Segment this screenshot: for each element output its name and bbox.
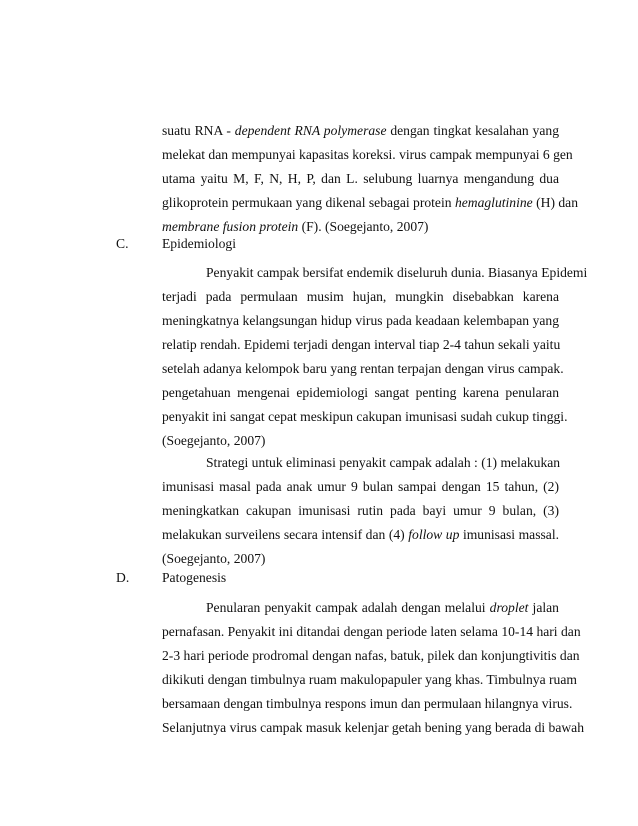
text-line: (Soegejanto, 2007) <box>162 551 266 566</box>
text-line: relatip rendah. Epidemi terjadi dengan interval tiap 2-4 tahun sekali yaitu <box>162 337 561 352</box>
text-line: Strategi untuk eliminasi penyakit campak adalah : (1) melakukan <box>206 455 561 470</box>
section-heading-d <box>116 566 226 590</box>
section-letter: D. <box>116 570 130 585</box>
text-line: (Soegejanto, 2007) <box>162 433 266 448</box>
section-heading-c <box>116 232 236 256</box>
epidemiologi-paragraph-2 <box>162 451 559 571</box>
text-line: pernafasan. Penyakit ini ditandai dengan periode laten selama 10-14 hari dan <box>162 624 581 639</box>
text-line: suatu RNA - dependent RNA polymerase dengan tingkat kesalahan yang <box>162 123 559 138</box>
section-title: Epidemiologi <box>162 236 237 251</box>
section-letter: C. <box>116 236 129 251</box>
text-line: melakukan surveilens secara intensif dan (4) follow up imunisasi massal. <box>162 527 559 542</box>
section-title: Patogenesis <box>162 570 227 585</box>
text-line: setelah adanya kelompok baru yang rentan terpajan dengan virus campak. <box>162 361 564 376</box>
text-line: Penularan penyakit campak adalah dengan melalui droplet jalan <box>206 600 559 615</box>
intro-paragraph <box>162 119 579 239</box>
text-line: penyakit ini sangat cepat meskipun cakupan imunisasi sudah cukup tinggi. <box>162 409 568 424</box>
text-line: imunisasi masal pada anak umur 9 bulan sampai dengan 15 tahun, (2) <box>162 479 559 494</box>
epidemiologi-paragraph-1 <box>162 261 588 453</box>
text-line: Selanjutnya virus campak masuk kelenjar getah bening yang berada di bawah <box>162 720 585 735</box>
patogenesis-paragraph-1 <box>162 596 585 740</box>
text-line: meningkatnya kelangsungan hidup virus pada keadaan kelembapan yang <box>162 313 559 328</box>
text-line: Penyakit campak bersifat endemik diseluruh dunia. Biasanya Epidemi <box>206 265 588 280</box>
text-line: terjadi pada permulaan musim hujan, mungkin disebabkan karena <box>162 289 559 304</box>
text-line: membrane fusion protein (F). (Soegejanto, 2007) <box>162 219 429 234</box>
text-line: utama yaitu M, F, N, H, P, dan L. selubung luarnya mengandung dua <box>162 171 559 186</box>
text-line: 2-3 hari periode prodromal dengan nafas, batuk, pilek dan konjungtivitis dan <box>162 648 580 663</box>
text-line: pengetahuan mengenai epidemiologi sangat penting karena penularan <box>162 385 559 400</box>
text-line: meningkatkan cakupan imunisasi rutin pada bayi umur 9 bulan, (3) <box>162 503 559 518</box>
text-line: glikoprotein permukaan yang dikenal sebagai protein hemaglutinine (H) dan <box>162 195 579 210</box>
text-line: melekat dan mempunyai kapasitas koreksi. virus campak mempunyai 6 gen <box>162 147 573 162</box>
text-line: bersamaan dengan timbulnya respons imun dan permulaan hilangnya virus. <box>162 696 573 711</box>
text-line: dikikuti dengan timbulnya ruam makulopapuler yang khas. Timbulnya ruam <box>162 672 577 687</box>
